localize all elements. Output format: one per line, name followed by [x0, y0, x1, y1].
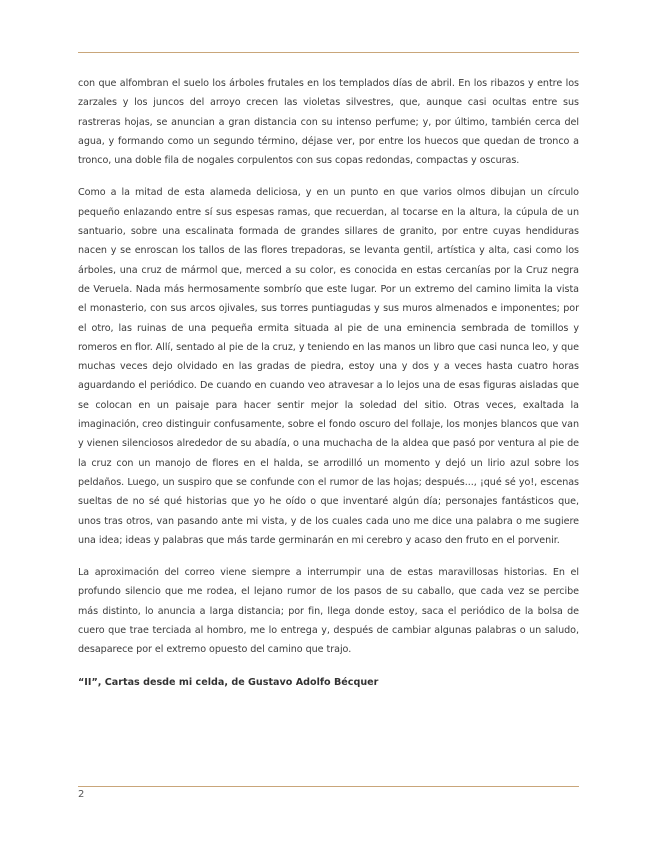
paragraph-3: La aproximación del correo viene siempre a interrumpir una de estas maravillosas historias. En el profundo silencio que me rodea, el lejano rumor de los pasos de su caballo, que cada vez se percibe más distinto, lo anuncia a larga distancia; por fin, llega donde estoy, saca el periódico de la bolsa de cuero que trae terciada al hombro, me lo entrega y, después de cambiar algunas palabras o un saludo, desaparece por el extremo opuesto del camino que trajo. — [78, 567, 579, 656]
paragraph-2: Como a la mitad de esta alameda deliciosa, y en un punto en que varios olmos dibujan un círculo pequeño enlazando entre sí sus espesas ramas, que recuerdan, al tocarse en la altura, la cúpula de un santuario, sobre una escalinata formada de grandes sillares de granito, por entre cuyas hendiduras nacen y se enroscan los tallos de las flores trepadoras, se levanta gentil, artística y alta, casi como los árboles, una cruz de mármol que, merced a su color, es conocida en estas cercanías por la Cruz negra de Veruela. Nada más hermosamente sombrío que este lugar. Por un extremo del camino limita la vista el monasterio, con sus arcos ojivales, sus torres puntiagudas y sus muros almenados e imponentes; por el otro, las ruinas de una pequeña ermita situada al pie de una eminencia sembrada de tomillos y romeros en flor. Allí, sentado al pie de la cruz, y teniendo en las manos un libro que casi nunca leo, y que muchas veces dejo olvidado en las gradas de piedra, estoy una y dos y a veces hasta cuatro horas aguardando el periódico. De cuando en cuando veo atravesar a lo lejos una de esas figuras aisladas que se colocan en un paisaje para hacer sentir mejor la soledad del sitio. Otras veces, exaltada la imaginación, creo distinguir confusamente, sobre el fondo oscuro del follaje, los monjes blancos que van y vienen silenciosos alrededor de su abadía, o una muchacha de la aldea que pasó por ventura al pie de la cruz con un manojo de flores en el halda, se arrodilló un momento y dejó un lirio azul sobre los peldaños. Luego, un suspiro que se confunde con el rumor de las hojas; después..., ¡qué sé yo!, escenas sueltas de no sé qué historias que yo he oído o que inventaré algún día; personajes fantásticos que, unos tras otros, van pasando ante mi vista, y de los cuales cada uno me dice una palabra o me sugiere una idea; ideas y palabras que más tarde germinarán en mi cerebro y acaso den fruto en el porvenir. — [78, 187, 579, 546]
paragraph-1: con que alfombran el suelo los árboles frutales en los templados días de abril. En los ribazos y entre los zarzales y los juncos del arroyo crecen las violetas silvestres, que, aunque casi ocultas entre sus rastreras hojas, se anuncian a gran distancia con su intenso perfume; y, por último, también cerca del agua, y formando como un segundo término, déjase ver, por entre los huecos que quedan de tronco a tronco, una doble fila de nogales corpulentos con sus copas redondas, compactas y oscuras. — [78, 78, 579, 167]
header-rule — [78, 52, 579, 53]
source-attribution: “II”, Cartas desde mi celda, de Gustavo Adolfo Bécquer — [78, 676, 379, 688]
page-number: 2 — [78, 789, 85, 800]
footer-rule — [78, 786, 579, 787]
page-body — [78, 74, 579, 692]
